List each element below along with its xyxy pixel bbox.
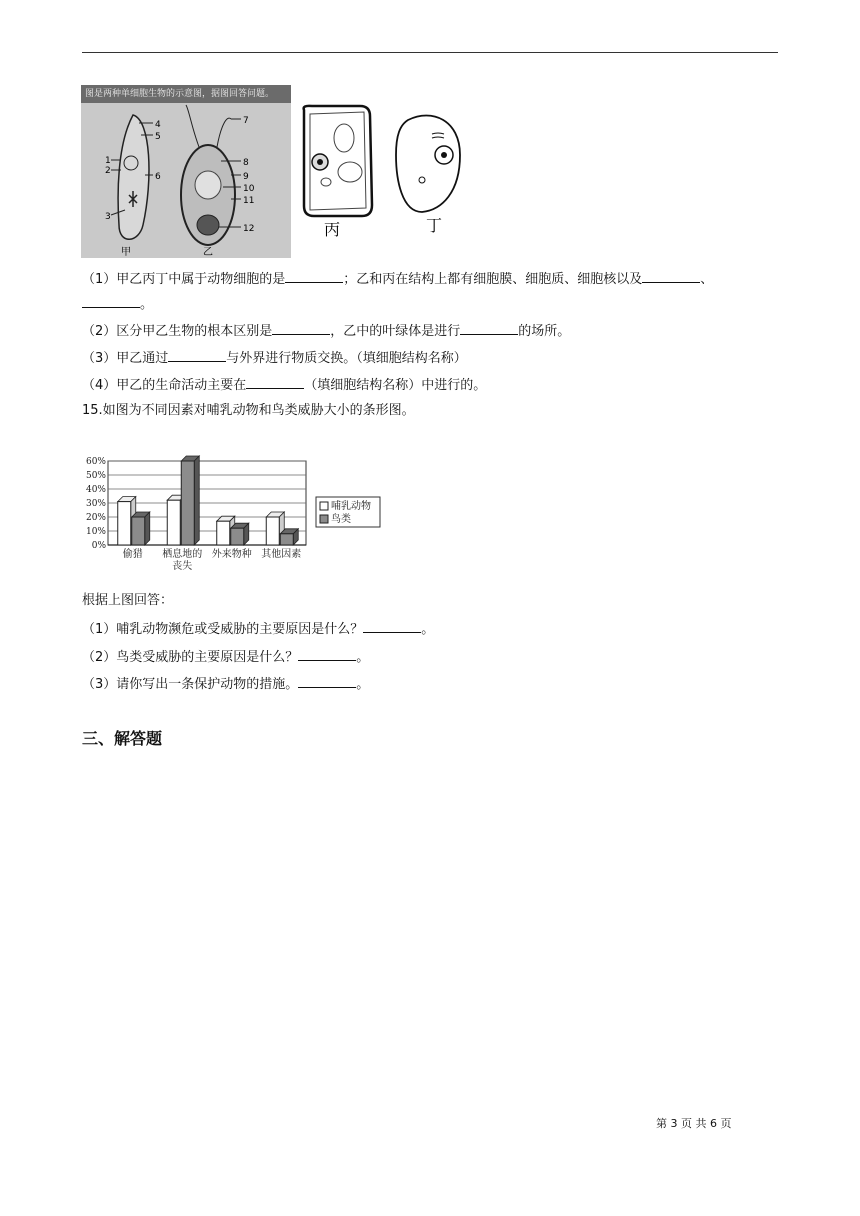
- q15-sub1: [82, 619, 434, 639]
- label-1: 1: [105, 156, 111, 166]
- cells-figure-bing-ding: [292, 100, 472, 240]
- label-7: 7: [243, 116, 249, 126]
- y-tick-label: 40%: [85, 485, 106, 495]
- q15-sub1-end: 。: [421, 622, 435, 637]
- threat-bar-chart: [78, 455, 388, 585]
- y-tick-label: 30%: [85, 499, 106, 509]
- label-11: 11: [243, 196, 255, 206]
- q15-title: 15.如图为不同因素对哺乳动物和鸟类威胁大小的条形图。: [82, 403, 415, 418]
- q14-sub3-text-b: 与外界进行物质交换。（填细胞结构名称）: [226, 351, 467, 366]
- label-12: 12: [243, 224, 255, 234]
- x-tick-label: 偷猎: [122, 549, 143, 560]
- q14-sub1-text-d: 。: [140, 297, 154, 312]
- answer-blank[interactable]: [642, 269, 700, 283]
- q14-sub1-line2: [82, 294, 153, 314]
- legend-label: 哺乳动物: [331, 501, 371, 512]
- answer-blank[interactable]: [82, 294, 140, 308]
- x-tick-label: 栖息地的: [162, 549, 203, 560]
- q15-intro: 根据上图回答：: [82, 593, 174, 608]
- bar-side: [145, 512, 150, 545]
- q14-sub1-text-b: ；乙和丙在结构上都有细胞膜、细胞质、细胞核以及: [343, 272, 643, 287]
- y-tick-label: 60%: [85, 457, 106, 467]
- label-3: 3: [105, 212, 111, 222]
- q14-sub3: [82, 348, 467, 368]
- section-3-title: 三、解答题: [82, 729, 163, 748]
- x-tick-label: 丧失: [172, 561, 193, 572]
- label-4: 4: [155, 120, 161, 130]
- q14-sub4-text-b: （填细胞结构名称）中进行的。: [304, 378, 487, 393]
- q14-sub2-text-c: 的场所。: [518, 324, 571, 339]
- q15-sub1-text: （1）哺乳动物濒危或受威胁的主要原因是什么？: [82, 622, 364, 637]
- label-6: 6: [155, 172, 161, 182]
- figure-caption: 图是两种单细胞生物的示意图，据图回答问题。: [81, 85, 291, 103]
- q14-sub1-line1: [82, 269, 713, 289]
- answer-blank[interactable]: [272, 321, 330, 335]
- q14-sub4-text-a: （4）甲乙的生命活动主要在: [82, 378, 247, 393]
- answer-blank[interactable]: [298, 674, 356, 688]
- label-yi: 乙: [203, 247, 213, 258]
- q14-sub1-text-a: （1）甲乙丙丁中属于动物细胞的是: [82, 272, 286, 287]
- q14-sub1-text-c: 、: [700, 272, 714, 287]
- q14-sub2-text-b: ，乙中的叶绿体是进行: [330, 324, 461, 339]
- q14-sub4: [82, 375, 486, 395]
- label-9: 9: [243, 172, 249, 182]
- label-10: 10: [243, 184, 255, 194]
- bar-side: [194, 456, 199, 545]
- x-tick-label: 其他因素: [261, 549, 302, 560]
- legend-swatch: [320, 502, 328, 510]
- bar-mammal: [266, 517, 279, 545]
- bar-bird: [280, 534, 293, 545]
- answer-blank[interactable]: [460, 321, 518, 335]
- q14-sub3-text-a: （3）甲乙通过: [82, 351, 169, 366]
- label-5: 5: [155, 132, 161, 142]
- label-ding: 丁: [426, 216, 443, 235]
- y-tick-label: 50%: [85, 471, 106, 481]
- label-jia: 甲: [121, 247, 131, 258]
- q14-sub2: [82, 321, 570, 341]
- answer-blank[interactable]: [168, 348, 226, 362]
- q15-sub3-text: （3）请你写出一条保护动物的措施。: [82, 677, 299, 692]
- label-bing: 丙: [324, 220, 341, 239]
- label-2: 2: [105, 166, 111, 176]
- page-footer: 第 3 页 共 6 页: [656, 1117, 732, 1130]
- cells-drawing: [81, 85, 291, 258]
- bar-mammal: [167, 500, 180, 545]
- y-tick-label: 20%: [85, 513, 106, 523]
- q14-sub2-text-a: （2）区分甲乙生物的根本区别是: [82, 324, 273, 339]
- answer-blank[interactable]: [363, 619, 421, 633]
- bar-mammal: [118, 502, 131, 545]
- bar-bird: [181, 461, 194, 545]
- legend-label: 鸟类: [331, 514, 351, 525]
- x-tick-label: 外来物种: [211, 549, 252, 560]
- bar-bird: [132, 517, 145, 545]
- label-8: 8: [243, 158, 249, 168]
- y-tick-label: 10%: [85, 527, 106, 537]
- header-rule: [82, 52, 778, 53]
- cells-figure-jia-yi: [81, 85, 291, 258]
- y-tick-label: 0%: [91, 541, 106, 551]
- legend-swatch: [320, 515, 328, 523]
- answer-blank[interactable]: [298, 647, 356, 661]
- q15-sub2-end: 。: [356, 650, 370, 665]
- q15-sub3: [82, 674, 369, 694]
- q15-sub2-text: （2）鸟类受威胁的主要原因是什么？: [82, 650, 299, 665]
- answer-blank[interactable]: [285, 269, 343, 283]
- bar-mammal: [217, 521, 230, 545]
- answer-blank[interactable]: [246, 375, 304, 389]
- q15-sub3-end: 。: [356, 677, 370, 692]
- q15-sub2: [82, 647, 369, 667]
- bar-bird: [231, 528, 244, 545]
